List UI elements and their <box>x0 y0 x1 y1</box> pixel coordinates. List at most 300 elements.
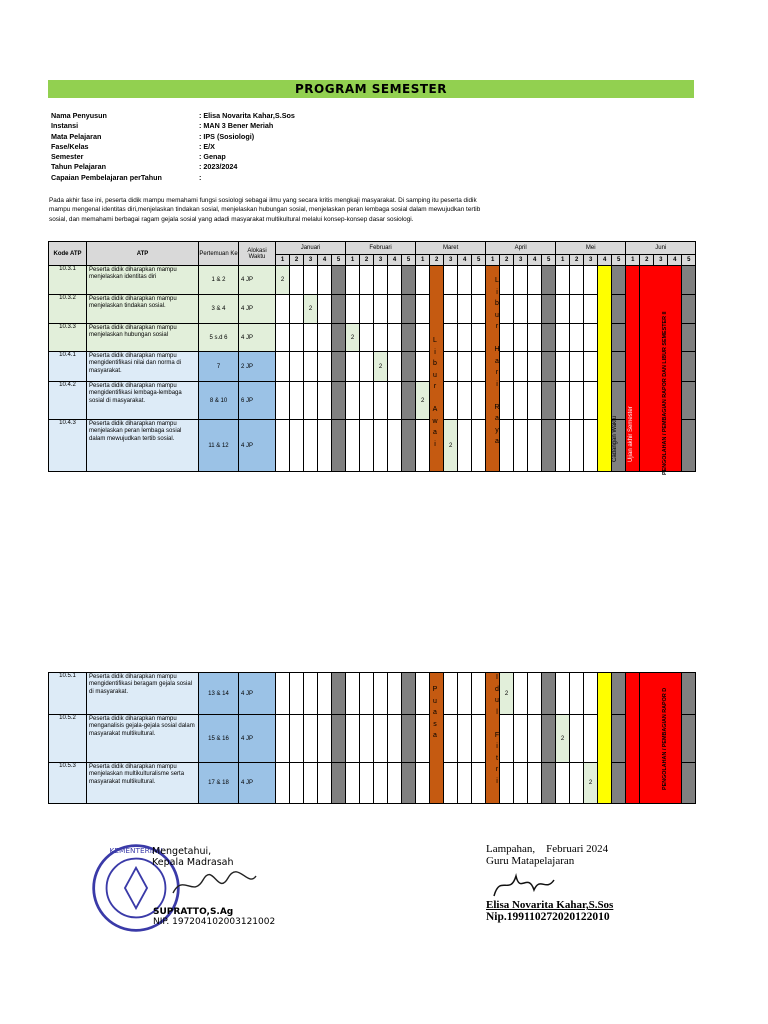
separator-cell <box>682 763 696 804</box>
week-cell <box>290 673 304 715</box>
kode-cell: 10.3.1 <box>49 266 87 295</box>
header-kode: Kode ATP <box>49 242 87 266</box>
week-cell <box>388 382 402 420</box>
header-week: 5 <box>332 255 346 266</box>
week-cell <box>416 763 430 804</box>
week-cell <box>528 382 542 420</box>
week-cell <box>514 673 528 715</box>
alokasi-cell: 2 JP <box>239 352 276 382</box>
cp-description: Pada akhir fase ini, peserta didik mampu memahami fungsi sosiologi sebagai ilmu yang secara kritis mengkaji masyarakat. Di samping itu peserta didik mampu mengenal identitas diri,menjelaskan tindakan sosial, menjelaskan hubungan sosial, menjelaskan peran lembaga sosial dalam mewujudkan tertib sosial, dan memahami berbagai ragam gejala sosial yang adadi masyarakat multikultural melalui konsep-konsep dasar sosiologi. <box>49 197 481 223</box>
header-week: 3 <box>444 255 458 266</box>
week-cell <box>528 673 542 715</box>
separator-cell <box>332 715 346 763</box>
week-cell <box>570 420 584 472</box>
week-cell <box>360 420 374 472</box>
separator-cell <box>542 266 556 295</box>
separator-cell <box>332 352 346 382</box>
week-cell <box>374 324 388 352</box>
week-cell <box>304 715 318 763</box>
separator-cell <box>542 763 556 804</box>
week-cell <box>458 295 472 324</box>
week-cell <box>444 324 458 352</box>
week-cell <box>528 324 542 352</box>
week-cell <box>290 382 304 420</box>
pertemuan-cell: 1 & 2 <box>199 266 239 295</box>
alokasi-cell: 6 JP <box>239 382 276 420</box>
week-cell <box>514 324 528 352</box>
info-value: : Elisa Novarita Kahar,S.Sos <box>199 111 295 120</box>
separator-cell <box>402 266 416 295</box>
week-cell <box>304 420 318 472</box>
atp-cell: Peserta didik diharapkan mampu mengidentifikasi lembaga-lembaga sosial di masyarakat. <box>87 382 199 420</box>
schedule-table-top <box>48 241 696 472</box>
week-cell <box>556 324 570 352</box>
week-cell <box>374 715 388 763</box>
week-cell <box>304 324 318 352</box>
week-cell <box>290 295 304 324</box>
week-cell <box>514 266 528 295</box>
week-cell <box>318 715 332 763</box>
week-cell <box>416 295 430 324</box>
atp-cell: Peserta didik diharapkan mampu menjelaskan identitas diri <box>87 266 199 295</box>
week-cell <box>570 266 584 295</box>
sig-right-nameblock <box>486 899 613 923</box>
week-cell <box>318 324 332 352</box>
kode-cell: 10.4.3 <box>49 420 87 472</box>
header-month: Januari <box>276 242 346 255</box>
table-row <box>49 266 696 295</box>
libur-awal-label: L i b u r A w a i <box>432 337 438 448</box>
kode-cell: 10.5.1 <box>49 673 87 715</box>
separator-cell <box>612 266 626 295</box>
week-cell <box>458 324 472 352</box>
week-cell <box>290 352 304 382</box>
separator-cell <box>402 352 416 382</box>
separator-cell <box>612 295 626 324</box>
separator-cell <box>682 673 696 715</box>
week-cell <box>584 420 598 472</box>
separator-cell <box>332 266 346 295</box>
header-week: 1 <box>276 255 290 266</box>
week-cell <box>570 382 584 420</box>
libur-hari-raya-label: L i b u r H a r i R a y a <box>494 277 500 445</box>
week-cell <box>556 763 570 804</box>
week-cell <box>472 673 486 715</box>
week-cell <box>556 382 570 420</box>
alokasi-cell: 4 JP <box>239 266 276 295</box>
week-cell <box>458 673 472 715</box>
separator-cell <box>612 382 626 420</box>
week-cell <box>360 324 374 352</box>
week-cell <box>360 352 374 382</box>
alokasi-cell: 4 JP <box>239 420 276 472</box>
pertemuan-cell: 17 & 18 <box>199 763 239 804</box>
week-cell <box>570 763 584 804</box>
separator-cell <box>542 324 556 352</box>
week-cell <box>290 324 304 352</box>
week-cell <box>584 295 598 324</box>
week-cell <box>472 352 486 382</box>
sig-left-line1: Mengetahui, <box>152 846 212 857</box>
ujian-cell <box>626 673 640 804</box>
week-cell <box>458 266 472 295</box>
week-cell <box>346 352 360 382</box>
week-cell <box>304 673 318 715</box>
week-cell <box>444 763 458 804</box>
separator-cell <box>332 382 346 420</box>
week-cell <box>360 382 374 420</box>
week-cell <box>472 420 486 472</box>
kode-cell: 10.5.3 <box>49 763 87 804</box>
week-cell <box>444 352 458 382</box>
separator-cell <box>542 420 556 472</box>
page-title: PROGRAM SEMESTER <box>48 80 694 98</box>
week-cell <box>360 715 374 763</box>
week-cell <box>472 763 486 804</box>
header-week: 4 <box>318 255 332 266</box>
week-cell <box>276 420 290 472</box>
atp-cell: Peserta didik diharapkan mampu menganalisis gejala-gejala sosial dalam masyarakat multikultural. <box>87 715 199 763</box>
week-cell <box>556 295 570 324</box>
atp-cell: Peserta didik diharapkan mampu menjelaskan hubungan sosial <box>87 324 199 352</box>
week-cell <box>346 763 360 804</box>
week-cell <box>276 382 290 420</box>
header-week: 3 <box>654 255 668 266</box>
week-cell <box>570 715 584 763</box>
week-cell <box>304 382 318 420</box>
separator-cell <box>542 352 556 382</box>
atp-cell: Peserta didik diharapkan mampu mengidentifikasi nilai dan norma di masyarakat. <box>87 352 199 382</box>
week-cell <box>374 673 388 715</box>
header-week: 1 <box>346 255 360 266</box>
header-week: 2 <box>500 255 514 266</box>
week-cell <box>304 763 318 804</box>
separator-cell <box>332 324 346 352</box>
header-week: 4 <box>388 255 402 266</box>
week-cell <box>318 382 332 420</box>
info-label: Semester <box>51 152 84 162</box>
info-label: Instansi <box>51 121 79 131</box>
separator-cell <box>332 295 346 324</box>
week-cell <box>290 420 304 472</box>
week-cell <box>346 382 360 420</box>
header-month: Maret <box>416 242 486 255</box>
week-cell <box>570 673 584 715</box>
separator-cell <box>332 420 346 472</box>
info-label: Fase/Kelas <box>51 141 89 151</box>
header-week: 3 <box>514 255 528 266</box>
separator-cell <box>402 763 416 804</box>
header-week: 4 <box>458 255 472 266</box>
separator-cell <box>682 324 696 352</box>
week-cell <box>584 715 598 763</box>
header-week: 2 <box>360 255 374 266</box>
info-value: : E/X <box>199 141 215 151</box>
atp-cell: Peserta didik diharapkan mampu menjelaskan peran lembaga sosial dalam mewujudkan tertib sosial. <box>87 420 199 472</box>
header-week: 5 <box>402 255 416 266</box>
header-month: Juni <box>626 242 696 255</box>
week-cell <box>360 763 374 804</box>
separator-cell <box>612 352 626 382</box>
week-cell <box>584 673 598 715</box>
header-week: 1 <box>416 255 430 266</box>
separator-cell <box>402 420 416 472</box>
week-cell <box>514 763 528 804</box>
signature-left <box>152 846 234 868</box>
pertemuan-cell: 13 & 14 <box>199 673 239 715</box>
header-month: Februari <box>346 242 416 255</box>
sig-left-line2: Kepala Madrasah <box>152 857 234 868</box>
idul-fitri-label: I d u l F i t r i <box>494 674 500 785</box>
header-week: 3 <box>374 255 388 266</box>
week-cell <box>514 420 528 472</box>
alokasi-cell: 4 JP <box>239 715 276 763</box>
week-cell <box>528 763 542 804</box>
week-cell <box>346 673 360 715</box>
week-cell <box>374 266 388 295</box>
week-cell <box>318 266 332 295</box>
week-cell <box>514 382 528 420</box>
header-month: April <box>486 242 556 255</box>
header-pertemuan: Pertemuan Ke <box>199 242 239 266</box>
week-cell <box>290 763 304 804</box>
separator-cell <box>402 715 416 763</box>
table-row <box>49 673 696 715</box>
separator-cell <box>612 324 626 352</box>
header-month: Mei <box>556 242 626 255</box>
svg-text:KEMENTERIAN: KEMENTERIAN <box>109 846 163 856</box>
week-cell <box>584 352 598 382</box>
week-cell <box>374 295 388 324</box>
header-week: 1 <box>556 255 570 266</box>
mark-cell: 2 <box>500 673 514 715</box>
signature-scribble-left <box>168 868 258 902</box>
header-week: 2 <box>290 255 304 266</box>
week-cell <box>514 295 528 324</box>
week-cell <box>570 324 584 352</box>
week-cell <box>472 382 486 420</box>
kode-cell: 10.4.2 <box>49 382 87 420</box>
week-cell <box>528 715 542 763</box>
sig-left-nameblock <box>153 907 275 927</box>
kode-cell: 10.4.1 <box>49 352 87 382</box>
separator-cell <box>542 715 556 763</box>
pengolahan-cell <box>640 673 682 804</box>
week-cell <box>514 352 528 382</box>
separator-cell <box>542 295 556 324</box>
pertemuan-cell: 3 & 4 <box>199 295 239 324</box>
week-cell <box>360 295 374 324</box>
pengolahan-label: PENGOLAHAN / PEMBAGIAN RAPOR DAN LIBUR SEMESTER II <box>662 311 668 475</box>
week-cell <box>276 763 290 804</box>
signature-right <box>486 844 608 867</box>
week-cell <box>444 715 458 763</box>
header-week: 2 <box>570 255 584 266</box>
week-cell <box>584 266 598 295</box>
separator-cell <box>682 295 696 324</box>
week-cell <box>374 763 388 804</box>
week-cell <box>388 352 402 382</box>
week-cell <box>584 324 598 352</box>
week-cell <box>444 382 458 420</box>
separator-cell <box>612 673 626 715</box>
week-cell <box>444 673 458 715</box>
separator-cell <box>402 382 416 420</box>
separator-cell <box>682 382 696 420</box>
week-cell <box>514 715 528 763</box>
cadangan-label: Cadangan Waktu <box>612 415 618 462</box>
header-week: 4 <box>598 255 612 266</box>
info-value: : 2023/2024 <box>199 162 238 172</box>
week-cell <box>318 352 332 382</box>
week-cell <box>472 715 486 763</box>
info-value: : MAN 3 Bener Meriah <box>199 121 274 131</box>
week-cell <box>318 673 332 715</box>
week-cell <box>346 295 360 324</box>
sig-left-name: SUPRATTO,S.Ag <box>153 907 234 917</box>
week-cell <box>388 295 402 324</box>
separator-cell <box>682 352 696 382</box>
kode-cell: 10.3.3 <box>49 324 87 352</box>
separator-cell <box>402 295 416 324</box>
sig-right-nip: Nip.199110272020122010 <box>486 911 610 923</box>
separator-cell <box>682 715 696 763</box>
week-cell <box>388 673 402 715</box>
header-week: 5 <box>472 255 486 266</box>
mark-cell: 2 <box>346 324 360 352</box>
mark-cell: 2 <box>416 382 430 420</box>
week-cell <box>472 266 486 295</box>
info-label: Capaian Pembelajaran perTahun <box>51 172 162 182</box>
header-week: 4 <box>528 255 542 266</box>
pertemuan-cell: 5 s.d 6 <box>199 324 239 352</box>
sig-right-name: Elisa Novarita Kahar,S.Sos <box>486 899 614 911</box>
separator-cell <box>682 266 696 295</box>
week-cell <box>444 295 458 324</box>
week-cell <box>444 266 458 295</box>
separator-cell <box>402 324 416 352</box>
mark-cell: 2 <box>556 715 570 763</box>
header-week: 3 <box>584 255 598 266</box>
week-cell <box>556 266 570 295</box>
header-atp: ATP <box>87 242 199 266</box>
week-cell <box>584 382 598 420</box>
header-week: 1 <box>626 255 640 266</box>
week-cell <box>458 420 472 472</box>
separator-cell <box>612 715 626 763</box>
atp-cell: Peserta didik diharapkan mampu menjelaskan multikulturalisme serta masyarakat multikultural. <box>87 763 199 804</box>
header-week: 5 <box>542 255 556 266</box>
week-cell <box>276 715 290 763</box>
separator-cell <box>332 673 346 715</box>
info-label: Nama Penyusun <box>51 111 107 120</box>
separator-cell <box>682 420 696 472</box>
week-cell <box>290 715 304 763</box>
atp-cell: Peserta didik diharapkan mampu mengidentifikasi beragam gejala sosial di masyarakat. <box>87 673 199 715</box>
separator-cell <box>542 673 556 715</box>
separator-cell <box>332 763 346 804</box>
week-cell <box>360 673 374 715</box>
separator-cell <box>402 673 416 715</box>
week-cell <box>556 673 570 715</box>
kode-cell: 10.5.2 <box>49 715 87 763</box>
week-cell <box>276 673 290 715</box>
sig-right-line1: Lampahan, Februari 2024 <box>486 843 609 855</box>
week-cell <box>318 763 332 804</box>
week-cell <box>346 266 360 295</box>
atp-cell: Peserta didik diharapkan mampu menjelaskan tindakan sosial. <box>87 295 199 324</box>
pertemuan-cell: 7 <box>199 352 239 382</box>
alokasi-cell: 4 JP <box>239 295 276 324</box>
week-cell <box>276 295 290 324</box>
cadangan-cell <box>598 673 612 804</box>
header-week: 4 <box>668 255 682 266</box>
week-cell <box>570 352 584 382</box>
alokasi-cell: 4 JP <box>239 324 276 352</box>
alokasi-cell: 4 JP <box>239 673 276 715</box>
info-label: Tahun Pelajaran <box>51 162 106 172</box>
week-cell <box>374 382 388 420</box>
header-week: 5 <box>682 255 696 266</box>
week-cell <box>374 420 388 472</box>
sig-left-nip: NIP. 197204102003121002 <box>153 917 276 927</box>
mark-cell: 2 <box>444 420 458 472</box>
header-alokasi: Alokasi Waktu <box>239 242 276 266</box>
week-cell <box>346 715 360 763</box>
week-cell <box>388 266 402 295</box>
pengolahan-cell <box>640 266 682 472</box>
week-cell <box>318 420 332 472</box>
week-cell <box>472 324 486 352</box>
cadangan-cell <box>598 266 612 472</box>
week-cell <box>528 420 542 472</box>
week-cell <box>528 352 542 382</box>
header-week: 2 <box>640 255 654 266</box>
week-cell <box>556 420 570 472</box>
week-cell <box>570 295 584 324</box>
week-cell <box>318 295 332 324</box>
separator-cell <box>612 763 626 804</box>
week-cell <box>276 352 290 382</box>
schedule-table-bottom <box>48 672 696 804</box>
signature-scribble-right <box>488 866 558 902</box>
mark-cell: 2 <box>374 352 388 382</box>
week-cell <box>528 266 542 295</box>
puasa-label: P u a s a <box>432 686 438 739</box>
kode-cell: 10.3.2 <box>49 295 87 324</box>
pertemuan-cell: 8 & 10 <box>199 382 239 420</box>
week-cell <box>360 266 374 295</box>
header-week: 5 <box>612 255 626 266</box>
ujian-label: Ujian akhir Semester <box>628 406 634 462</box>
pertemuan-cell: 11 & 12 <box>199 420 239 472</box>
info-value: : IPS (Sosiologi) <box>199 131 255 141</box>
separator-cell <box>542 382 556 420</box>
info-value: : <box>199 172 202 182</box>
mark-cell: 2 <box>304 295 318 324</box>
week-cell <box>416 266 430 295</box>
mark-cell: 2 <box>584 763 598 804</box>
header-week: 2 <box>430 255 444 266</box>
week-cell <box>388 715 402 763</box>
week-cell <box>388 763 402 804</box>
week-cell <box>304 266 318 295</box>
pengolahan-label-bottom: PENGOLAHAN / PEMBAGIAN RAPOR D <box>662 687 668 790</box>
info-label: Mata Pelajaran <box>51 131 102 141</box>
info-value: : Genap <box>199 152 226 162</box>
alokasi-cell: 4 JP <box>239 763 276 804</box>
week-cell <box>304 352 318 382</box>
